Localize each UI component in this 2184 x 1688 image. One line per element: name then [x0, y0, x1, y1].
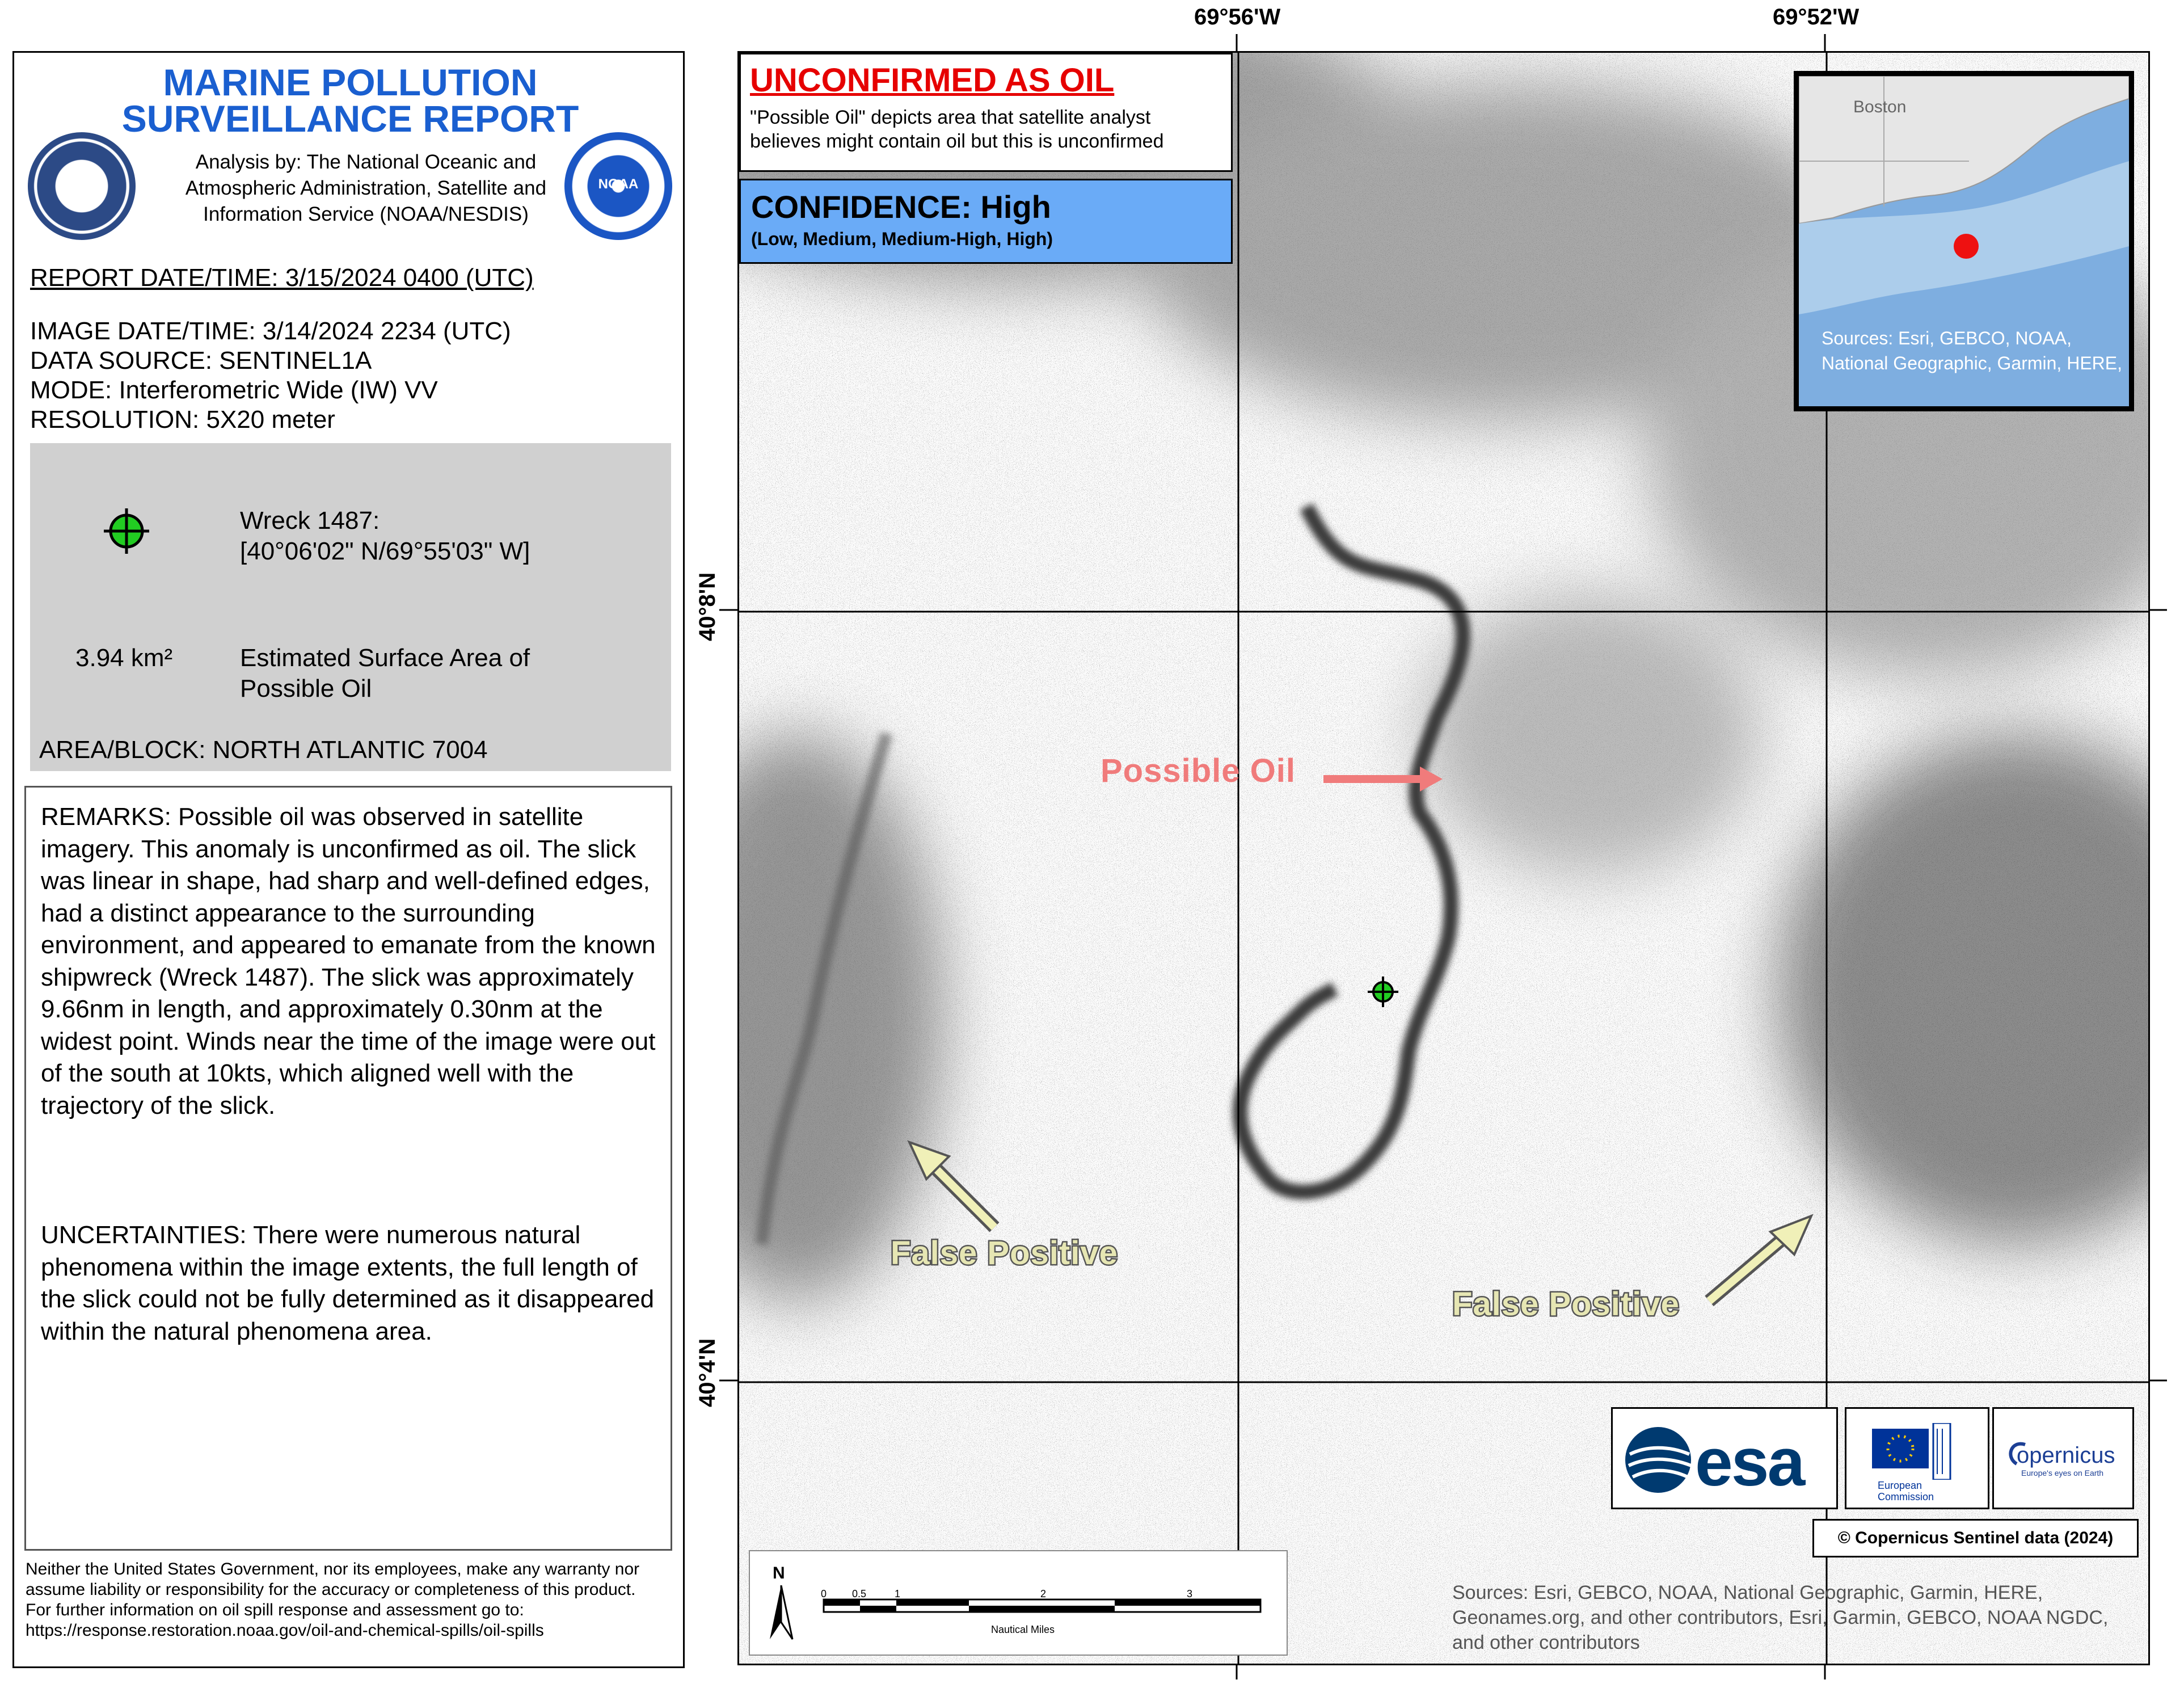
ec-logo-text: [1878, 1480, 1934, 1502]
sensor-mode: MODE: Interferometric Wide (IW) VV: [30, 376, 438, 404]
longitude-label-2: 69°52'W: [1773, 5, 1860, 30]
unconfirmed-description-line-1: "Possible Oil" depicts area that satellite analyst: [750, 107, 1151, 128]
esa-logo: [1611, 1407, 1838, 1509]
doc-seal-label: DOC: [66, 176, 97, 192]
possible-oil-label: Possible Oil: [1101, 752, 1296, 789]
copernicus-logo-text: opernicus: [2017, 1443, 2115, 1468]
inset-city-label: Boston: [1853, 98, 1907, 116]
wreck-name: Wreck 1487:: [240, 507, 380, 534]
scale-tick-0: 0: [821, 1588, 827, 1599]
scale-bar-box: [749, 1550, 1288, 1656]
surface-area-label-line-2: Possible Oil: [240, 675, 372, 702]
north-arrow-icon: [767, 1585, 795, 1642]
image-datetime: IMAGE DATE/TIME: 3/14/2024 2234 (UTC): [30, 317, 511, 345]
analysis-line-1: Analysis by: The National Oceanic and: [195, 151, 537, 173]
resolution: RESOLUTION: 5X20 meter: [30, 406, 335, 433]
latitude-label-1: 40°8'N: [695, 572, 720, 641]
latitude-label-2: 40°4'N: [695, 1338, 720, 1407]
disclaimer-text: Neither the United States Government, nor its employees, make any warranty nor assume liability or responsibility for the accuracy or completeness of this product.: [26, 1560, 640, 1599]
copyright-notice: © Copernicus Sentinel data (2024): [1812, 1519, 2139, 1557]
analysis-line-3: Information Service (NOAA/NESDIS): [203, 203, 529, 225]
eu-flag-icon: [1872, 1423, 1957, 1480]
wreck-coordinates: [40°06'02" N/69°55'03" W]: [240, 537, 530, 565]
inset-locator-map: [1794, 71, 2134, 411]
european-commission-logo: [1845, 1407, 1989, 1509]
map-sources: Sources: Esri, GEBCO, NOAA, National Geographic, Garmin, HERE, Geonames.org, and other contributors, Esri, Garmin, GEBCO, NOAA NGDC, and other contributors: [1452, 1582, 2109, 1653]
copernicus-tagline: Europe's eyes on Earth: [2021, 1468, 2104, 1477]
scale-tick-2: 2: [1040, 1588, 1047, 1599]
false-positive-label-2: False Positive: [1452, 1286, 1680, 1323]
data-source: DATA SOURCE: SENTINEL1A: [30, 347, 372, 374]
longitude-label-1: 69°56'W: [1194, 5, 1281, 30]
confidence-scale: (Low, Medium, Medium-High, High): [751, 229, 1053, 249]
report-title-line-1: MARINE POLLUTION: [163, 61, 538, 103]
report-datetime: REPORT DATE/TIME: 3/15/2024 0400 (UTC): [30, 264, 534, 292]
north-label: N: [773, 1564, 785, 1582]
uncertainties-text: UNCERTAINTIES: There were numerous natural phenomena within the image extents, the full length of the slick could not be fully determined as it disappeared within the natural phenomena area.: [41, 1221, 655, 1345]
disclaimer-more-info: For further information on oil spill response and assessment go to:: [26, 1601, 524, 1619]
unconfirmed-description-line-2: believes might contain oil but this is unconfirmed: [750, 131, 1164, 152]
area-block: AREA/BLOCK: NORTH ATLANTIC 7004: [30, 729, 671, 771]
false-positive-label-1: False Positive: [891, 1235, 1118, 1272]
remarks-text: REMARKS: Possible oil was observed in satellite imagery. This anomaly is unconfirmed as oil. The slick was linear in shape, had sharp and well-defined edges, had a distinct appearance to the surrounding environment, and appeared to emanate from the known shipwreck (Wreck 1487). The slick was approximately 9.66nm in length, and approximately 0.30nm at the widest point. Winds near the time of the image were out of the south at 10kts, which aligned well with the trajectory of the slick.: [41, 803, 656, 1119]
ec-logo-text-line-1: European: [1878, 1480, 1922, 1491]
confidence-box: [739, 179, 1233, 264]
esa-globe-icon: [1624, 1423, 1692, 1497]
location-marker-icon: [1954, 234, 1979, 259]
surface-area-label-line-1: Estimated Surface Area of: [240, 644, 530, 672]
inset-sources: Sources: Esri, GEBCO, NOAA, National Geographic, Garmin, HERE,: [1822, 328, 2122, 373]
surface-area-value: 3.94 km²: [75, 644, 173, 672]
unconfirmed-title: UNCONFIRMED AS OIL: [750, 62, 1115, 99]
scale-tick-1: 1: [895, 1588, 901, 1599]
confidence-level: CONFIDENCE: High: [751, 189, 1051, 225]
noaa-seal-label: NOAA: [598, 176, 639, 192]
analysis-line-2: Atmospheric Administration, Satellite and: [185, 177, 547, 199]
scale-tick-3: 3: [1187, 1588, 1193, 1599]
ec-logo-text-line-2: Commission: [1878, 1491, 1934, 1502]
scale-units: Nautical Miles: [991, 1624, 1055, 1635]
copernicus-logo: [1992, 1407, 2134, 1509]
scale-tick-0-5: 0.5: [852, 1588, 867, 1599]
unconfirmed-notice: [739, 53, 1233, 172]
unconfirmed-description: [750, 106, 1164, 153]
report-title-line-2: SURVEILLANCE REPORT: [121, 98, 579, 140]
disclaimer-url[interactable]: https://response.restoration.noaa.gov/oil-and-chemical-spills/oil-spills: [26, 1621, 544, 1640]
esa-logo-text: esa: [1695, 1424, 1804, 1500]
